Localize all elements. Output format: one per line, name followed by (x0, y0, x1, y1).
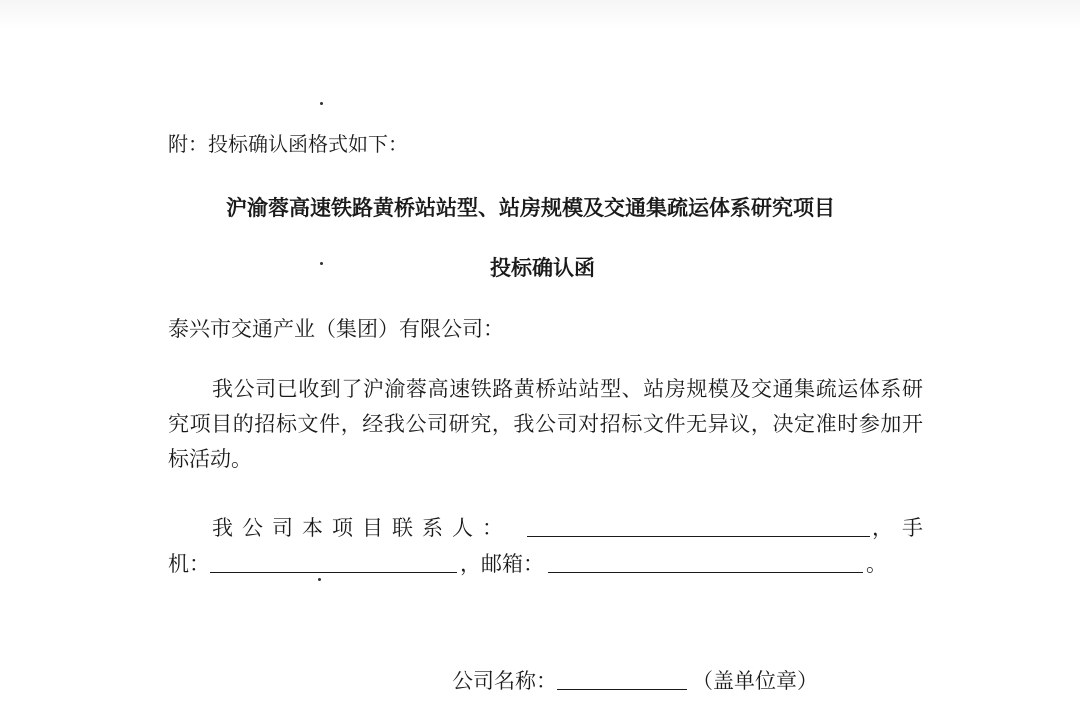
contact-comma: ， (872, 516, 893, 540)
scan-speck (318, 578, 321, 581)
document-title-line-2: 投标确认函 (490, 256, 595, 280)
body-paragraph: 我公司已收到了沪渝蓉高速铁路黄桥站站型、站房规模及交通集疏运体系研究项目的招标文件，经我公司研究，我公司对招标文件无异议，决定准时参加开标活动。 (168, 377, 923, 471)
contact-person-label: 我公司本项目联系人： (212, 516, 512, 540)
contact-person-blank (527, 516, 870, 537)
contact-line (212, 515, 512, 541)
phone-label-part2: 机： (168, 552, 210, 576)
scan-speck (320, 262, 323, 265)
email-blank (548, 552, 863, 573)
contact-period: 。 (866, 552, 887, 576)
phone-blank (210, 552, 457, 573)
email-label: ，邮箱： (460, 552, 544, 576)
stamp-note: （盖单位章） (692, 669, 818, 693)
attachment-note: 附：投标确认函格式如下： (168, 132, 408, 156)
addressee: 泰兴市交通产业（集团）有限公司： (168, 317, 504, 341)
scan-speck (320, 102, 323, 105)
company-name-blank (557, 669, 687, 690)
document-title-line-1: 沪渝蓉高速铁路黄桥站站型、站房规模及交通集疏运体系研究项目 (226, 196, 835, 220)
phone-label-part1: 手 (902, 516, 923, 540)
company-name-label: 公司名称： (452, 669, 557, 693)
